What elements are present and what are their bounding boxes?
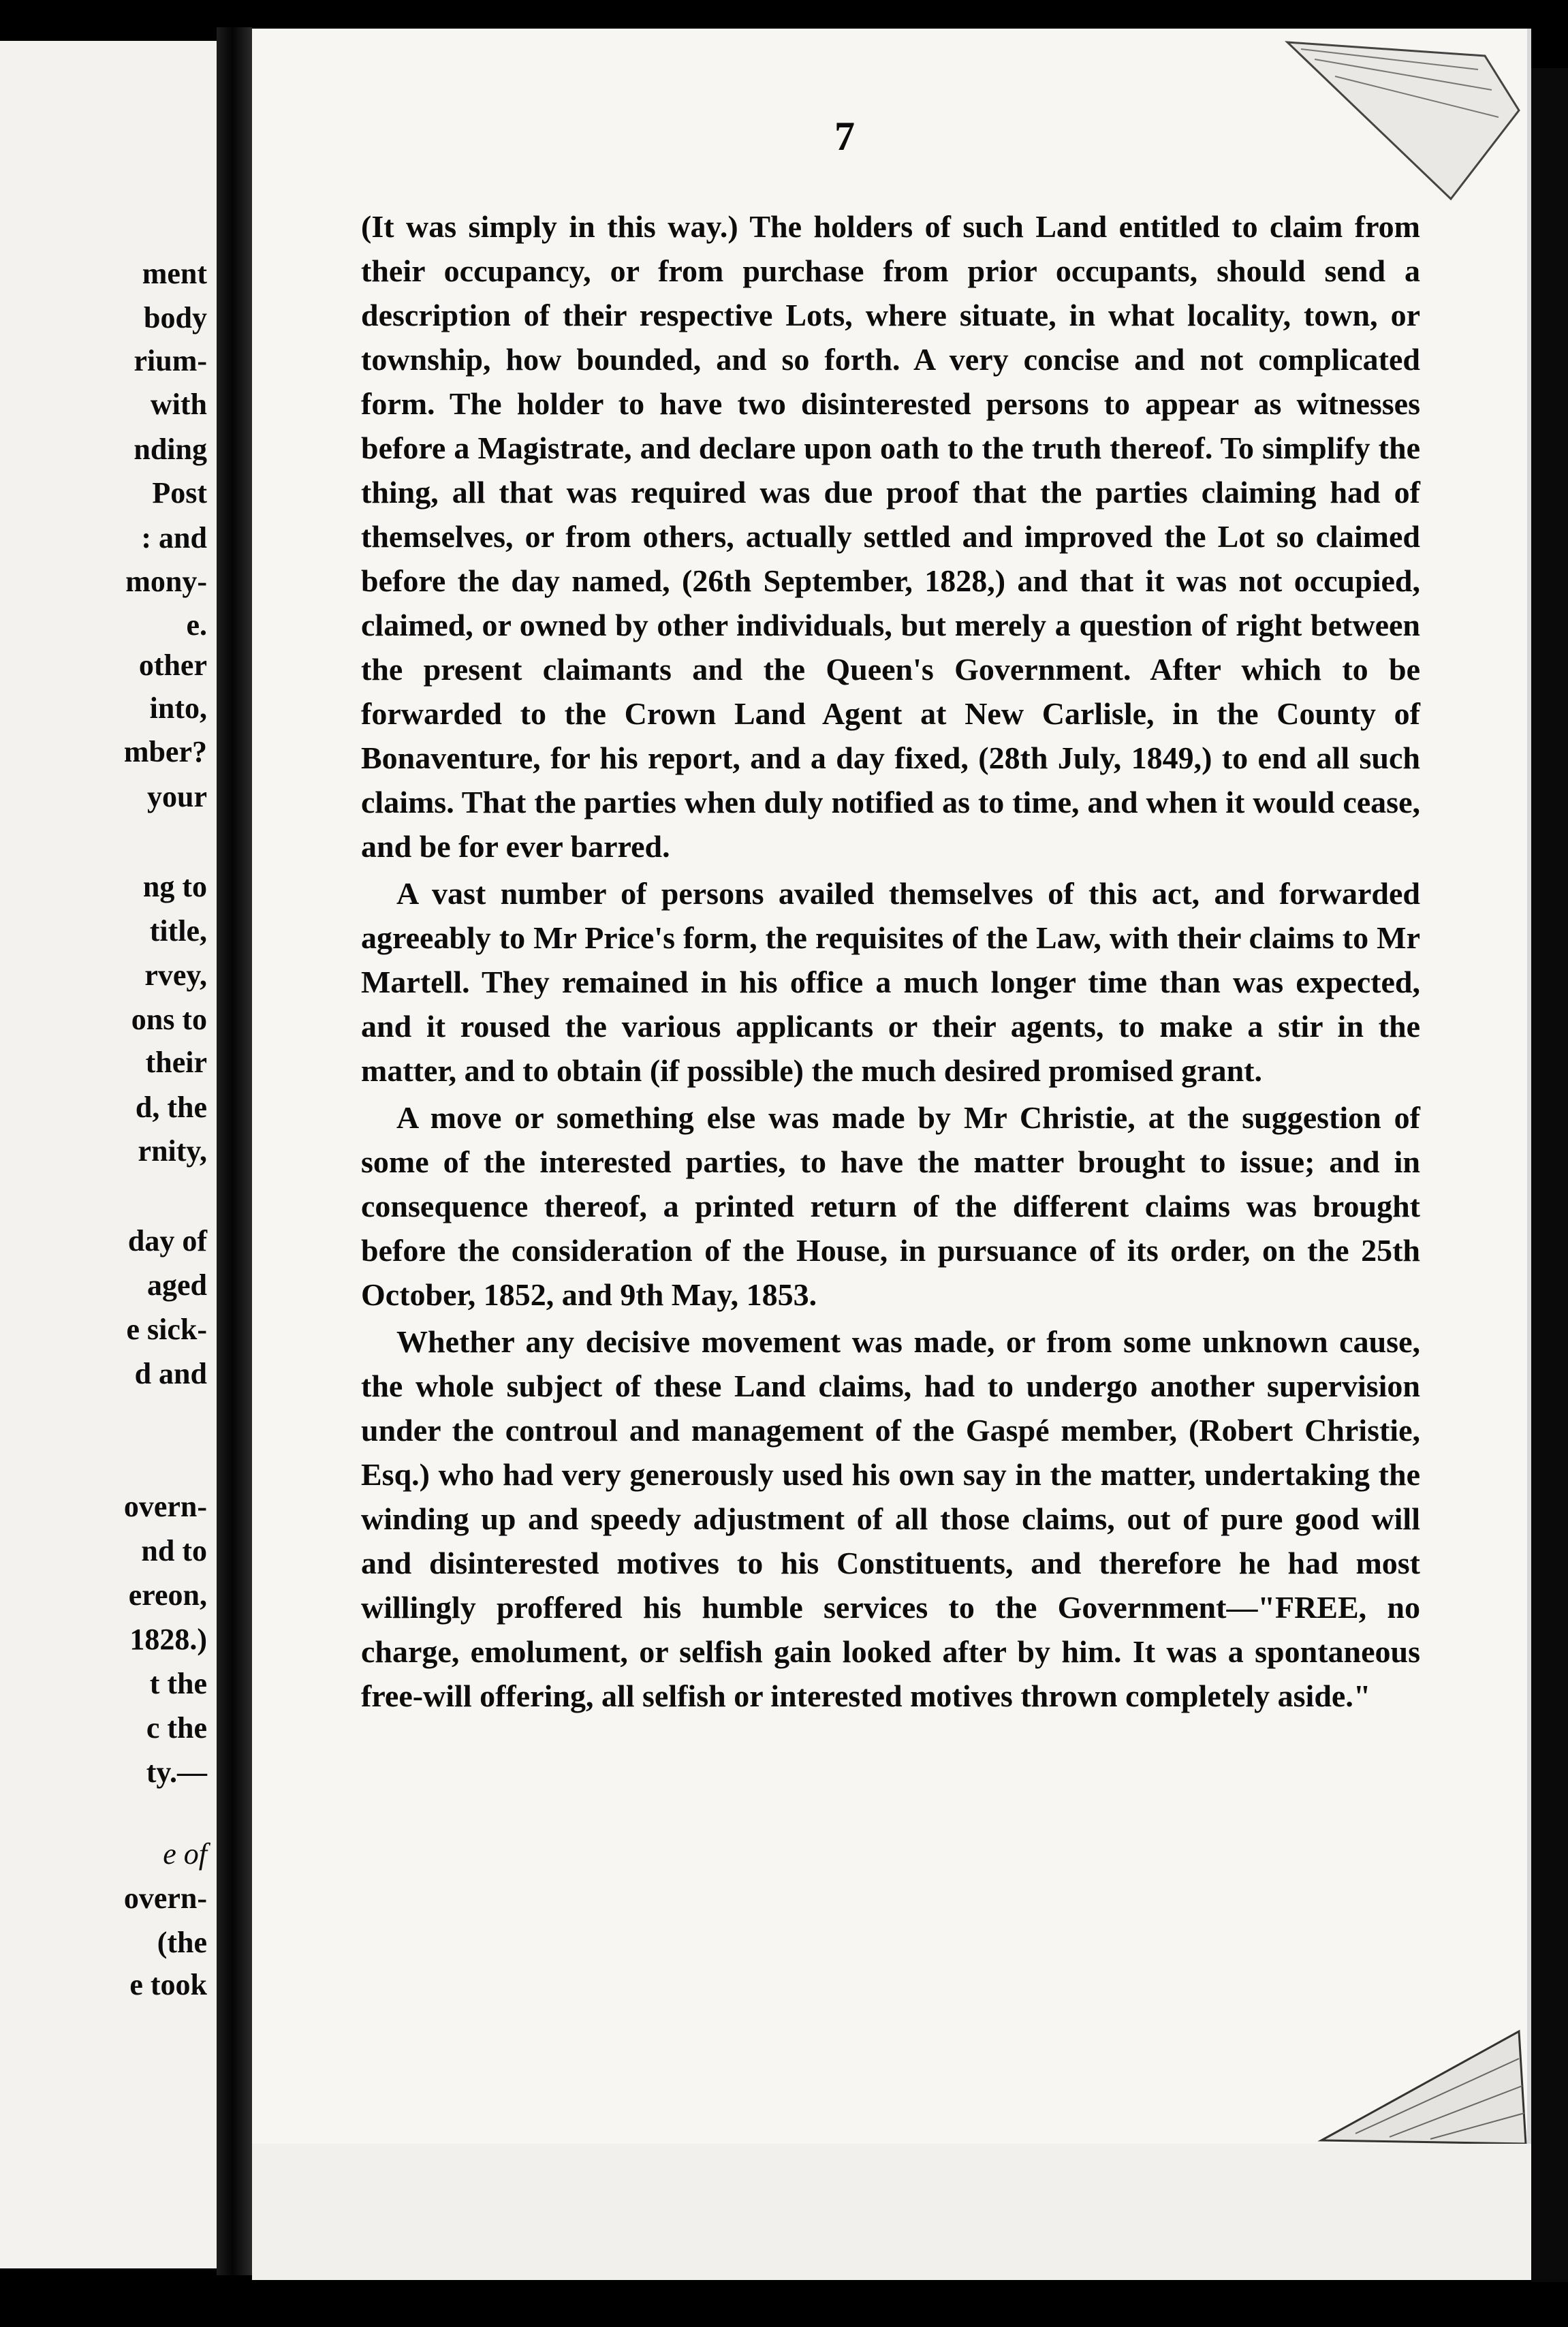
left-page-fragment: other (138, 649, 207, 682)
left-page-fragment: Post (152, 476, 207, 510)
left-page-fragment: c the (146, 1711, 207, 1745)
left-page-fragment: overn- (123, 1881, 207, 1915)
left-page-fragment: overn- (123, 1490, 207, 1523)
facing-page-fragment (0, 41, 217, 2268)
left-page-fragment: ons to (131, 1003, 207, 1036)
left-page-fragment: : and (141, 521, 207, 555)
left-page-fragment: t the (149, 1667, 207, 1700)
paragraph-1: (It was simply in this way.) The holders of such Land entitled to claim from their occupancy, or from purchase from prior occupants, should send a description of their respective Lots, where situate, in what locality, town, or township, how bounded, and so forth. A very concise and not complicated form. The holder to have two disinterested persons to appear as witnesses before a Magistrate, and declare upon oath to the truth thereof. To simplify the thing, all that was required was due proof that the parties claiming had of themselves, or from others, actually settled and improved the Lot so claimed before the day named, (26th September, 1828,) and that it was not occupied, claimed, or owned by other individuals, but merely a question of right between the present claimants and the Queen's Government. After which to be forwarded to the Crown Land Agent at New Carlisle, in the County of Bonaventure, for his report, and a day fixed, (28th July, 1849,) to end all such claims. That the parties when duly notified as to time, and when it would cease, and be for ever barred. (361, 209, 1420, 864)
left-page-fragment: mony- (125, 565, 207, 598)
left-page-fragment: ereon, (128, 1578, 207, 1612)
left-page-fragment: rium- (134, 344, 207, 377)
left-page-fragment: e took (129, 1968, 207, 2001)
page-bottom-margin (252, 2144, 1531, 2280)
right-border (1531, 68, 1568, 2282)
left-page-fragment: into, (149, 691, 207, 725)
left-page-fragment: e of (163, 1837, 207, 1871)
left-page-fragment: e sick- (126, 1313, 207, 1346)
paragraph-2: A vast number of persons availed themselves of this act, and forwarded agreeably to Mr Price's form, the requisites of the Law, with their claims to Mr Martell. They remained in his office a much longer time than was expected, and it roused the various applicants or their agents, to make a stir in the matter, and to obtain (if possible) the much desired promised grant. (361, 876, 1420, 1088)
left-page-fragment: 1828.) (129, 1623, 207, 1656)
left-page-fragment: with (150, 388, 207, 421)
page-number: 7 (834, 114, 855, 159)
left-page-fragment: (the (157, 1926, 207, 1959)
left-page-fragment: d, the (135, 1091, 207, 1124)
left-page-fragment: ment (142, 257, 207, 290)
left-page-fragment: your (147, 780, 207, 813)
page-curl-bottom-right (1315, 2018, 1527, 2144)
page-text (361, 204, 1420, 1721)
left-page-fragment: rnity, (138, 1134, 207, 1168)
left-page-fragment: title, (149, 914, 207, 948)
left-page-fragment: aged (147, 1268, 207, 1302)
left-page-fragment: nding (134, 433, 207, 466)
page-curl-top-right (1260, 29, 1527, 219)
left-page-fragment: mber? (123, 735, 207, 768)
left-page-fragment: nd to (141, 1534, 207, 1567)
book-page (252, 29, 1531, 2144)
left-page-fragment: day of (127, 1224, 207, 1258)
left-page-fragment: ty.— (146, 1755, 207, 1789)
left-page-fragment: rvey, (144, 958, 207, 992)
left-page-fragment: e. (186, 608, 207, 642)
left-page-fragment: their (145, 1046, 207, 1079)
left-page-fragment: d and (134, 1357, 207, 1390)
left-page-fragment: ng to (142, 870, 207, 903)
book-gutter (217, 27, 252, 2275)
paragraph-3: A move or something else was made by Mr Christie, at the suggestion of some of the interested parties, to have the matter brought to issue; and in consequence thereof, a printed return of the different claims was brought before the consideration of the House, in pursuance of its order, on the 25th October, 1852, and 9th May, 1853. (361, 1100, 1420, 1312)
left-page-fragment: body (144, 301, 207, 334)
paragraph-4: Whether any decisive movement was made, or from some unknown cause, the whole subject of these Land claims, had to undergo another supervision under the controul and management of the Gaspé member, (Robert Christie, Esq.) who had very generously used his own say in the matter, undertaking the winding up and speedy adjustment of all those claims, out of pure good will and disinterested motives to his Constituents, and therefore he had most willingly proffered his humble services to the Government—"FREE, no charge, emolument, or selfish gain looked after by him. It was a spontaneous free-will offering, all selfish or interested motives thrown completely aside." (361, 1324, 1420, 1713)
